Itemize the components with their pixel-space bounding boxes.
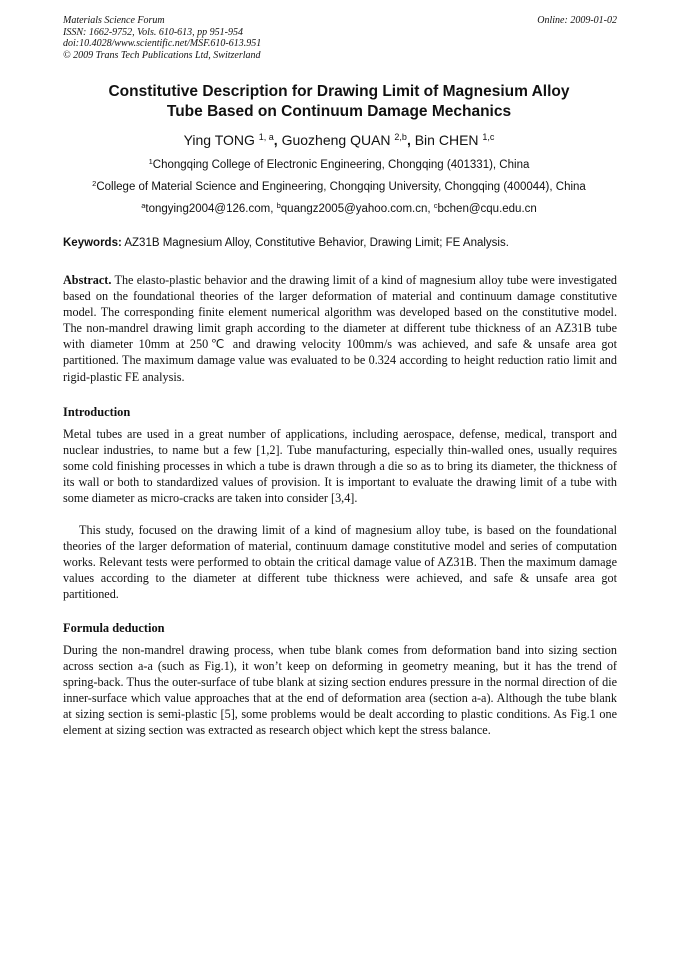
introduction-paragraph-1: Metal tubes are used in a great number of applications, including aerospace, defense, medical, transport and nuclear industries, to name but a few [1,2]. Tube manufacturing, especially thin-walled ones, usually requires some cold finishing processes in which a tube is drawn through a die so as to bring its diameter, the thickness of its wall or both to standardized values of provision. It is important to evaluate the drawing limit of a tube with some diameter as micro-cracks are taken into consider [3,4]. (63, 427, 617, 506)
affiliation-text: Chongqing College of Electronic Engineering, Chongqing (401331), China (152, 159, 530, 171)
email-marker: b (276, 201, 281, 210)
title-line-2: Tube Based on Continuum Damage Mechanics (166, 103, 512, 120)
doi-line[interactable]: doi:10.4028/www.scientific.net/MSF.610-613.951 (63, 38, 262, 49)
formula-deduction-heading: Formula deduction (63, 621, 165, 635)
author-emails: $^a$tongying2004@126.com, $^b$quangz2005@yahoo.com.cn, $^c$bchen@cqu.edu.cn (141, 201, 537, 215)
issn-line: ISSN: 1662-9752, Vols. 610-613, pp 951-954 (63, 26, 243, 38)
author-name: Bin CHEN (414, 132, 479, 148)
journal-header (63, 15, 617, 61)
author-list: Ying TONG $^{1, a}$, Guozheng QUAN $^{2,b}$, Bin CHEN $^{1,c}$ (183, 132, 495, 148)
online-date: Online: 2009-01-02 (537, 15, 617, 26)
email-link[interactable]: tongying2004@126.com (145, 203, 271, 215)
email-marker: c (433, 201, 438, 210)
abstract-text: The elasto-plastic behavior and the drawing limit of a kind of magnesium alloy tube were investigated based on the foundational theories of the larger deformation of material and continuum damage constitutive model. The corresponding finite element numerical algorithm was developed based on the constitutive model. The non-mandrel drawing limit graph according to the diameter at different tube thickness of an AZ31B tube with diameter 10mm at 250℃ and drawing velocity 100mm/s was achieved, and safe & unsafe area got partitioned. The maximum damage value was evaluated to be 0.324 according to height reduction ratio limit and rigid-plastic FE analysis. (63, 273, 617, 384)
abstract (63, 272, 617, 385)
affiliation-marker: 1 (148, 157, 153, 166)
introduction-paragraph-2: This study, focused on the drawing limit of a kind of magnesium alloy tube, is based on the foundational theories of the larger deformation of material, continuum damage constitutive model and series of computation works. Relevant tests were performed to obtain the critical damage value of AZ31B. Then the maximum damage values according to the diameter at different tube thickness were achieved, and safe & unsafe area got partitioned. (63, 523, 617, 602)
keywords-text: AZ31B Magnesium Alloy, Constitutive Behavior, Drawing Limit; FE Analysis. (124, 237, 509, 249)
abstract-label: Abstract. (63, 273, 112, 287)
affiliation-text: College of Material Science and Engineering, Chongqing University, Chongqing (400044), China (96, 181, 586, 193)
email-link[interactable]: bchen@cqu.edu.cn (437, 203, 537, 215)
keywords-label: Keywords: (63, 237, 122, 249)
author-name: Guozheng QUAN (281, 132, 391, 148)
author-affiliation-marker: 2,b (394, 132, 407, 142)
keywords (63, 236, 617, 251)
author-affiliation-marker: 1, a (258, 132, 274, 142)
author-affiliation-marker: 1,c (482, 132, 495, 142)
affiliation-1 (40, 158, 638, 173)
affiliation-2 (40, 180, 638, 195)
journal-name: Materials Science Forum (63, 15, 165, 26)
email-marker: a (141, 201, 146, 210)
author-name: Ying TONG (183, 132, 255, 148)
email-link[interactable]: quangz2005@yahoo.com.cn (280, 203, 428, 215)
formula-deduction-paragraph-1: During the non-mandrel drawing process, when tube blank comes from deformation band into sizing section across section a-a (such as Fig.1), it won’t keep on deforming in geometry meaning, but it has the trend of spring-back. Thus the outer-surface of tube blank at sizing section endures pressure in the normal direction of die inner-surface which value approaches that at the end of deformation area (section a-a). Although the tube blank at sizing section is semi-plastic [5], some problems would be dealt according to plastic conditions. As Fig.1 one element at sizing section was extracted as research object which kept the stress balance. (63, 643, 617, 738)
copyright-line: © 2009 Trans Tech Publications Ltd, Switzerland (63, 49, 261, 61)
paper-title (60, 82, 618, 122)
introduction-heading: Introduction (63, 405, 131, 419)
title-line-1: Constitutive Description for Drawing Limit of Magnesium Alloy (108, 83, 570, 100)
affiliation-marker: 2 (92, 179, 97, 188)
